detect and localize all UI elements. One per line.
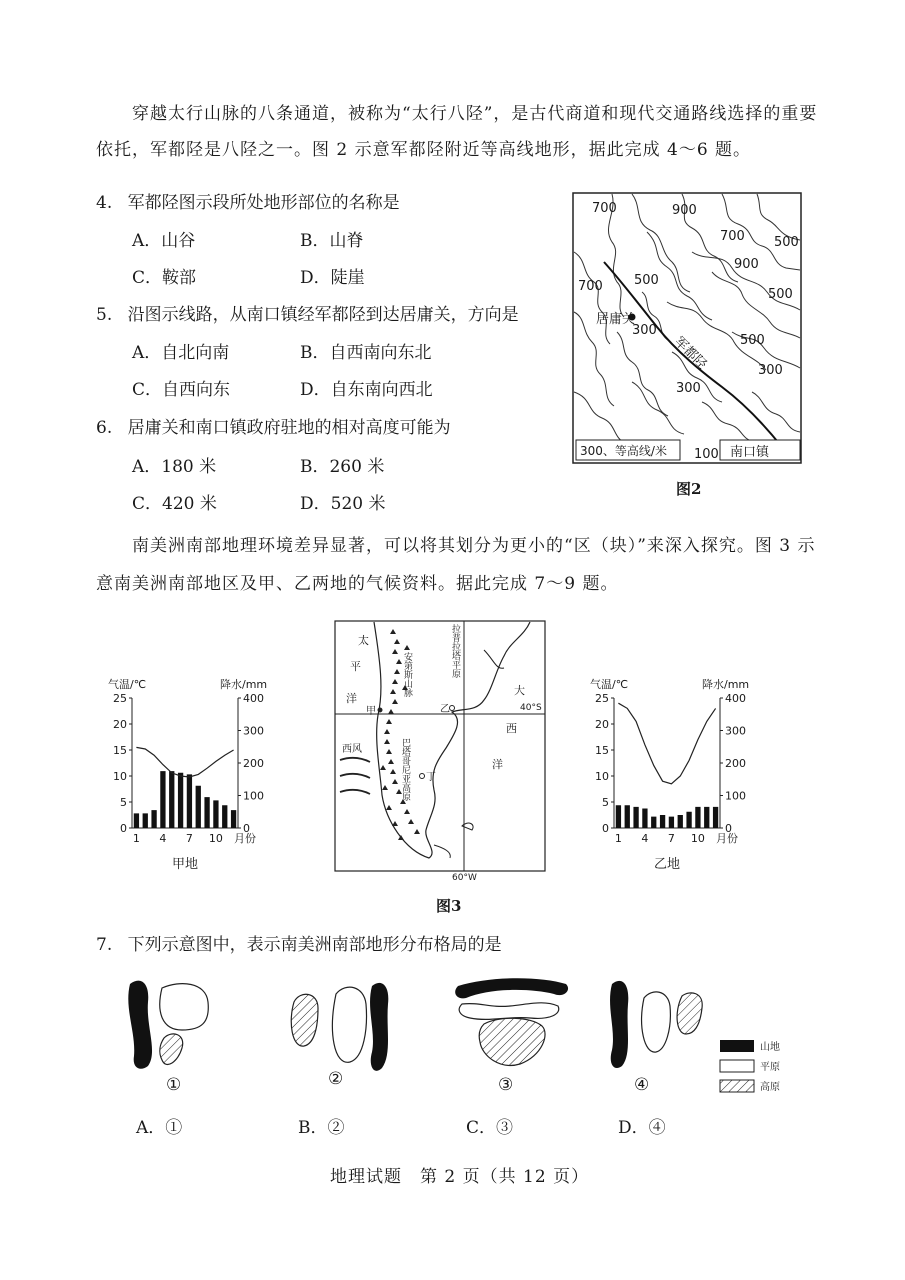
contour-label: 700 [578, 279, 603, 294]
left-tick-label: 0 [120, 822, 127, 835]
left-tick-label: 10 [113, 770, 127, 783]
precipitation-bar [160, 771, 165, 828]
pacific-label: 太 [358, 634, 369, 647]
question-5 [96, 300, 519, 325]
left-tick-label: 15 [113, 744, 127, 757]
temperature-line [136, 747, 233, 777]
precipitation-bar [204, 797, 209, 828]
laplata-label: 拉普拉塔平原 [450, 624, 460, 678]
contour-label: 700 [592, 201, 617, 216]
q5-option-c[interactable]: C．自西向东 [132, 380, 231, 400]
question-6 [96, 413, 451, 438]
contour-label: 900 [672, 203, 697, 218]
chart-title: 乙地 [653, 857, 681, 872]
precipitation-bar [222, 805, 227, 828]
precipitation-bar [196, 786, 201, 828]
precipitation-bar [625, 805, 630, 828]
juyongguan-label: 居庸关 [596, 312, 636, 327]
x-tick-label: 4 [159, 832, 167, 845]
left-tick-label: 20 [113, 718, 127, 731]
precipitation-bar [231, 810, 236, 828]
q5-option-d[interactable]: D．自东南向西北 [300, 380, 433, 400]
latitude-label: 40°S [520, 703, 542, 713]
diagram-4-label: ④ [634, 1075, 650, 1095]
question-number: 6. [96, 418, 113, 438]
precipitation-bar [143, 813, 148, 828]
q5-option-a[interactable]: A．自北向南 [132, 343, 230, 363]
ding-label: 丁 [426, 772, 436, 783]
contour-label: 300 [632, 323, 657, 338]
contour-label: 100 [694, 447, 719, 462]
left-tick-label: 5 [602, 796, 609, 809]
diagram-1-label: ① [166, 1075, 182, 1095]
precipitation-bar [686, 812, 691, 828]
q4-option-c[interactable]: C．鞍部 [132, 268, 197, 288]
page-footer: 地理试题 第 2 页（共 12 页） [330, 1167, 590, 1187]
precipitation-bar [678, 815, 683, 828]
atlantic-label: 西 [506, 722, 517, 735]
legend-plain-swatch [720, 1060, 754, 1072]
right-tick-label: 0 [243, 822, 250, 835]
x-axis-title: 月份 [716, 832, 738, 845]
nankou-label: 南口镇 [730, 445, 770, 460]
map-frame [335, 621, 545, 871]
jia-marker [378, 708, 383, 713]
x-tick-label: 7 [185, 832, 193, 845]
terrain-legend [720, 1040, 780, 1093]
contour-label: 900 [734, 257, 759, 272]
q7-option-b[interactable]: B．② [298, 1118, 345, 1138]
climate-chart-jia [108, 676, 298, 876]
precipitation-bar [713, 807, 718, 828]
q5-option-b[interactable]: B．自西南向东北 [300, 343, 432, 363]
intro-paragraph-1 [132, 96, 832, 132]
right-tick-label: 100 [243, 789, 264, 803]
diagram-4[interactable] [610, 981, 702, 1068]
precipitation-bar [151, 810, 156, 828]
contour-label: 500 [774, 235, 799, 250]
diagram-3[interactable] [455, 978, 568, 1065]
precipitation-bar [660, 815, 665, 828]
q6-option-a[interactable]: A．180 米 [132, 457, 217, 477]
chart-title: 甲地 [171, 857, 199, 872]
left-tick-label: 25 [113, 692, 127, 705]
legend-mountain-label: 山地 [760, 1042, 780, 1053]
q6-option-b[interactable]: B．260 米 [300, 457, 385, 477]
diagram-1[interactable] [128, 981, 208, 1069]
precipitation-bar [213, 800, 218, 828]
temperature-line [618, 703, 715, 784]
route-label: 军都陉 [671, 334, 710, 373]
pacific-label: 洋 [346, 692, 357, 705]
q6-option-c[interactable]: C．420 米 [132, 494, 217, 514]
ding-marker [420, 774, 425, 779]
diagram-2-label: ② [328, 1069, 344, 1089]
precipitation-bar [695, 807, 700, 828]
x-tick-label: 4 [641, 832, 649, 845]
pacific-label: 平 [350, 660, 361, 673]
q4-option-a[interactable]: A．山谷 [132, 231, 196, 251]
x-tick-label: 1 [132, 832, 140, 845]
x-tick-label: 10 [208, 832, 223, 845]
question-number: 5. [96, 305, 113, 325]
q6-option-d[interactable]: D．520 米 [300, 494, 386, 514]
legend-mountain-swatch [720, 1040, 754, 1052]
question-number: 7. [96, 935, 113, 955]
right-tick-label: 400 [243, 692, 264, 705]
longitude-label: 60°W [452, 873, 477, 883]
contour-label: 300 [676, 381, 701, 396]
terrain-pattern-diagrams [110, 972, 800, 1100]
precipitation-bar [169, 771, 174, 828]
right-axis-title: 降水/mm [220, 678, 268, 691]
andes-label: 安第斯山脉 [402, 652, 412, 697]
legend-label: 300、等高线/米 [580, 444, 667, 458]
right-tick-label: 300 [243, 724, 264, 738]
right-tick-label: 200 [243, 757, 264, 770]
precipitation-bar [187, 774, 192, 828]
precipitation-bar [669, 817, 674, 828]
patagonia-label: 巴塔哥尼亚高原 [400, 738, 410, 801]
q7-option-d[interactable]: D．④ [618, 1118, 666, 1138]
left-tick-label: 25 [595, 692, 609, 705]
figure-3-south-america-map [334, 620, 546, 883]
left-tick-label: 0 [602, 822, 609, 835]
x-tick-label: 1 [614, 832, 622, 845]
question-7 [96, 930, 502, 955]
right-axis-title: 降水/mm [702, 678, 750, 691]
q4-option-d[interactable]: D．陡崖 [300, 268, 365, 288]
left-axis-title: 气温/℃ [590, 678, 629, 691]
intro-2-line-1: 南美洲南部地理环境差异显著，可以将其划分为更小的“区（块）”来深入探究。图 3 示 [132, 536, 816, 556]
right-tick-label: 200 [725, 757, 746, 770]
precipitation-bar [616, 805, 621, 828]
left-axis-title: 气温/℃ [108, 678, 147, 691]
yi-marker [450, 706, 455, 711]
figure-3-caption: 图3 [436, 897, 462, 915]
x-tick-label: 10 [690, 832, 705, 845]
map-frame [573, 193, 801, 463]
precipitation-bar [651, 817, 656, 828]
left-tick-label: 20 [595, 718, 609, 731]
question-4 [96, 188, 400, 213]
diagram-3-label: ③ [498, 1075, 514, 1095]
precipitation-bar [134, 813, 139, 828]
precipitation-bar [633, 807, 638, 828]
contour-label: 500 [768, 287, 793, 302]
atlantic-label: 洋 [492, 758, 503, 771]
atlantic-label: 大 [514, 684, 525, 697]
legend-plateau-label: 高原 [760, 1082, 780, 1093]
precipitation-bar [178, 773, 183, 828]
left-tick-label: 15 [595, 744, 609, 757]
x-tick-label: 7 [667, 832, 675, 845]
contour-label: 500 [740, 333, 765, 348]
q7-option-a[interactable]: A．① [136, 1118, 183, 1138]
legend-plain-label: 平原 [760, 1062, 780, 1073]
contour-label: 700 [720, 229, 745, 244]
precipitation-bar [704, 807, 709, 828]
precipitation-bar [642, 809, 647, 829]
question-stem: 沿图示线路，从南口镇经军都陉到达居庸关，方向是 [127, 305, 519, 325]
question-number: 4. [96, 193, 113, 213]
q4-option-b[interactable]: B．山脊 [300, 231, 364, 251]
jia-label: 甲 [366, 706, 376, 717]
figure-2-caption: 图2 [676, 480, 702, 498]
left-tick-label: 5 [120, 796, 127, 809]
left-tick-label: 10 [595, 770, 609, 783]
q7-option-c[interactable]: C．③ [466, 1118, 514, 1138]
intro-1-line-2: 依托，军都陉是八陉之一。图 2 示意军都陉附近等高线地形，据此完成 4～6 题。 [96, 140, 752, 160]
right-tick-label: 400 [725, 692, 746, 705]
intro-2-line-2: 意南美洲南部地区及甲、乙两地的气候资料。据此完成 7～9 题。 [96, 574, 619, 594]
diagram-2[interactable] [291, 983, 388, 1071]
intro-1-line-2-wrap [96, 132, 816, 168]
contour-label: 500 [634, 273, 659, 288]
question-stem: 军都陉图示段所处地形部位的名称是 [127, 193, 400, 213]
x-axis-title: 月份 [234, 832, 256, 845]
legend-plateau-swatch [720, 1080, 754, 1092]
intro-1-line-1: 穿越太行山脉的八条通道，被称为“太行八陉”，是古代商道和现代交通路线选择的重要 [132, 104, 818, 124]
question-stem: 居庸关和南口镇政府驻地的相对高度可能为 [127, 418, 451, 438]
yi-label: 乙 [440, 704, 450, 715]
right-tick-label: 300 [725, 724, 746, 738]
westerly-label: 西风 [342, 744, 362, 755]
right-tick-label: 100 [725, 789, 746, 803]
contour-label: 300 [758, 363, 783, 378]
climate-chart-yi [590, 676, 780, 876]
figure-2-contour-map [572, 192, 804, 466]
right-tick-label: 0 [725, 822, 732, 835]
question-stem: 下列示意图中，表示南美洲南部地形分布格局的是 [127, 935, 502, 955]
